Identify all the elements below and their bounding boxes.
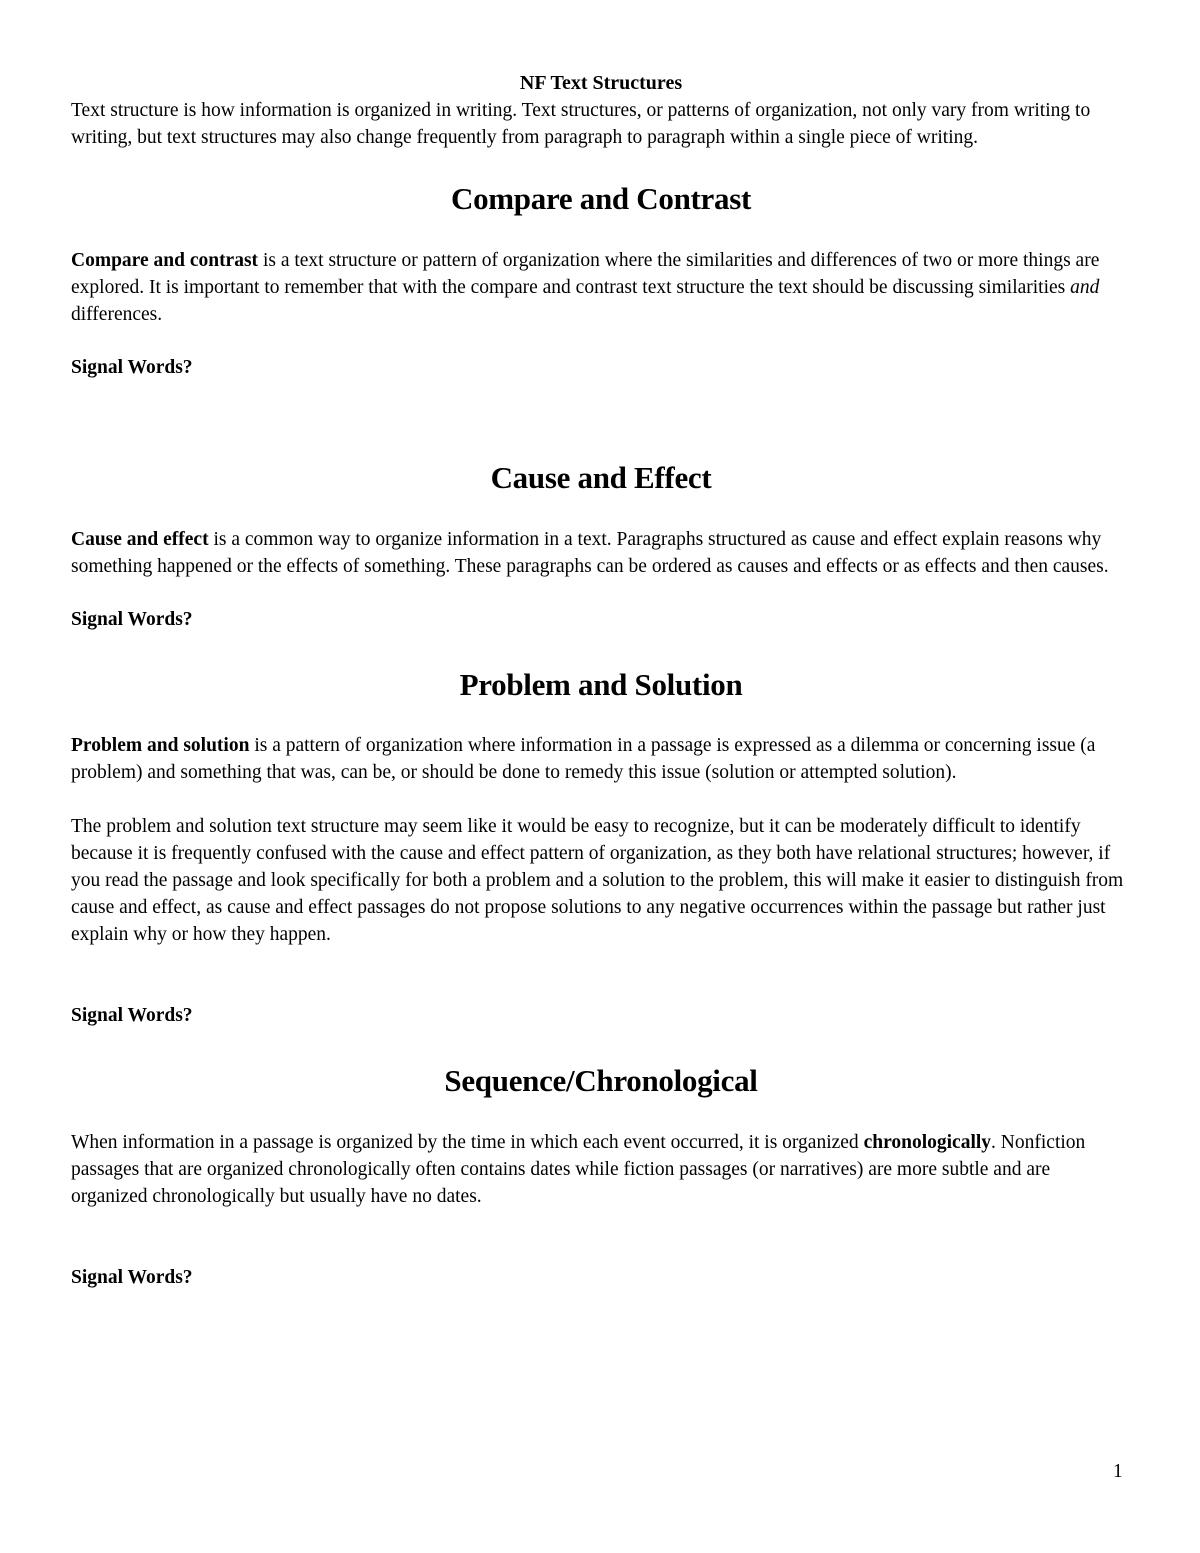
section-heading: Compare and Contrast (451, 181, 751, 216)
paragraph-text: is a text structure or pattern of organization where the similarities and differences of two or more things are explored. It is important to remember that with the compare and contrast text structure the text should be discussing similarities (71, 250, 1100, 298)
intro-paragraph: Text structure is how information is organized in writing. Text structures, or patterns of organization, not only vary from writing to writing, but text structures may also change frequently from paragraph to paragraph within a single piece of writing. (71, 100, 1091, 148)
emphasis-text: and (1070, 277, 1100, 298)
term-bold: Cause and effect (71, 529, 209, 550)
page-number: 1 (1113, 1461, 1123, 1482)
signal-words-label: Signal Words? (71, 1005, 193, 1026)
paragraph-text: . Nonfiction passages that are organized chronologically often contains dates while fiction passages (or narratives) are more subtle and are organized chronologically but usually have no dates. (71, 1132, 1086, 1207)
document-title: NF Text Structures (519, 72, 683, 94)
section-problem-solution (71, 665, 1131, 1029)
section-sequence-chronological (71, 1061, 1131, 1291)
signal-words-label: Signal Words? (71, 357, 193, 378)
paragraph-text: is a pattern of organization where information in a passage is expressed as a dilemma or concerning issue (a problem) and something that was, can be, or should be done to remedy this issue (solution or attempted solution). (71, 735, 1096, 783)
document-page (71, 70, 1131, 1291)
term-bold: chronologically (863, 1132, 992, 1153)
signal-words-label: Signal Words? (71, 1267, 193, 1288)
section-heading: Problem and Solution (459, 667, 743, 702)
section-cause-effect (71, 458, 1131, 633)
section-compare-contrast (71, 179, 1131, 381)
section-paragraph-2: The problem and solution text structure may seem like it would be easy to recognize, but it can be moderately difficult to identify because it is frequently confused with the cause and effect pattern of organization, as they both have relational structures; however, if you read the passage and look specifically for both a problem and a solution to the problem, this will make it easier to distinguish from cause and effect, as cause and effect passages do not propose solutions to any negative occurrences within the passage but rather just explain why or how they happen. (71, 816, 1124, 945)
section-paragraph (71, 526, 1131, 580)
term-bold: Problem and solution (71, 735, 250, 756)
paragraph-text-before: When information in a passage is organized by the time in which each event occurred, it is organized (71, 1132, 864, 1153)
section-paragraph (71, 732, 1131, 786)
section-heading: Sequence/Chronological (444, 1063, 758, 1098)
paragraph-text: is a common way to organize information in a text. Paragraphs structured as cause and effect explain reasons why something happened or the effects of something. These paragraphs can be ordered as causes and effects or as effects and then causes. (71, 529, 1109, 577)
section-heading: Cause and Effect (490, 460, 712, 495)
section-paragraph (71, 247, 1131, 328)
section-paragraph (71, 1129, 1131, 1210)
signal-words-label: Signal Words? (71, 609, 193, 630)
paragraph-text-end: differences. (71, 304, 163, 325)
term-bold: Compare and contrast (71, 250, 259, 271)
